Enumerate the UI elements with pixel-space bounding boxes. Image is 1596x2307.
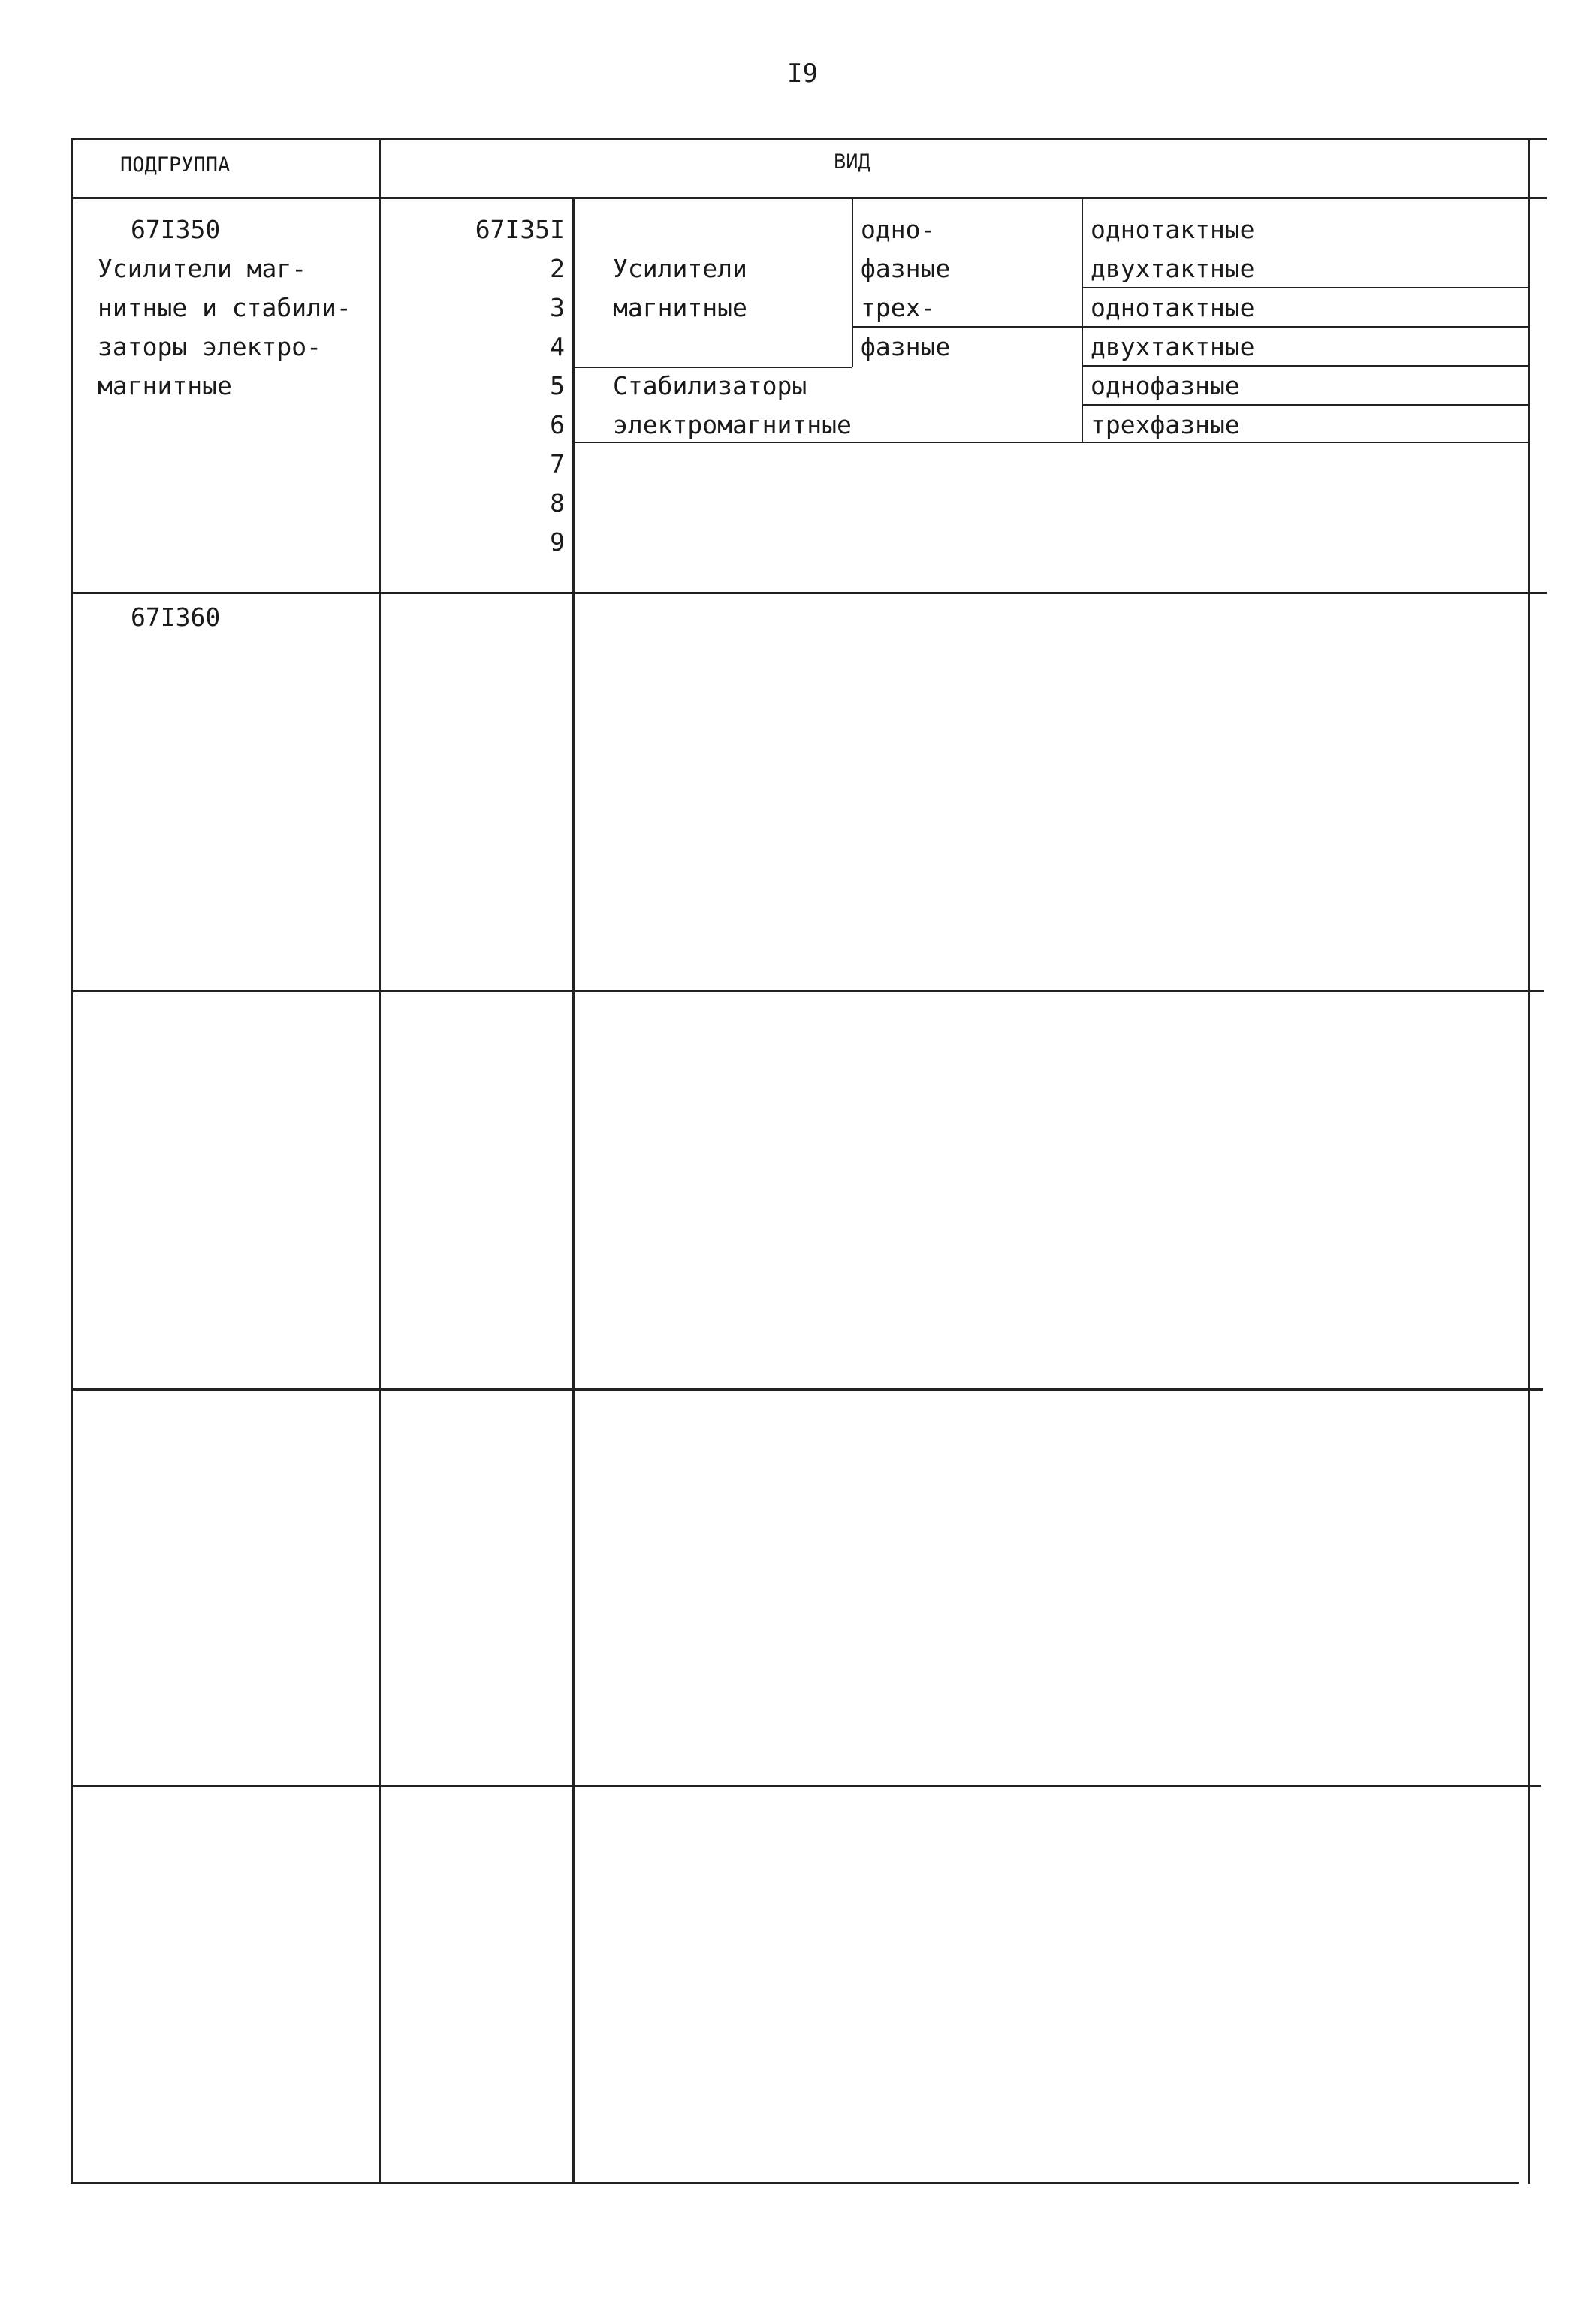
row-number-1: 67I35I <box>475 215 565 244</box>
row-number-2: 2 <box>550 254 565 283</box>
group-stabilizers-line-1: Стабилизаторы <box>613 371 807 400</box>
table-right-border <box>1528 138 1530 2184</box>
section-divider-3 <box>71 1388 1543 1391</box>
header-kind: ВИД <box>834 150 870 174</box>
section-1-title-line-3: заторы электро- <box>98 332 322 361</box>
phase-three-line-2: фазные <box>861 332 951 361</box>
section-1-title-line-4: магнитные <box>98 371 232 400</box>
row-number-7: 7 <box>550 449 565 479</box>
section-2-code: 67I360 <box>131 602 221 632</box>
page-number: I9 <box>787 59 818 89</box>
header-bottom-border <box>71 197 1547 199</box>
subtype-5: однофазные <box>1091 371 1240 400</box>
row-number-9: 9 <box>550 527 565 557</box>
kind-divider-phase <box>852 197 853 367</box>
phase-single-line-2: фазные <box>861 254 951 283</box>
section-1-title-line-2: нитные и стабили- <box>98 293 351 322</box>
subtype-4: двухтактные <box>1091 332 1255 361</box>
column-divider-2 <box>572 197 575 2184</box>
subtype-3: однотактные <box>1091 293 1255 322</box>
section-1-title-line-1: Усилители маг- <box>98 254 307 283</box>
section-1-code: 67I350 <box>131 215 221 244</box>
table-top-border <box>71 138 1547 140</box>
phase-single-line-1: одно- <box>861 215 936 244</box>
row-number-6: 6 <box>550 410 565 439</box>
subtype-6: трехфазные <box>1091 410 1240 439</box>
row-number-5: 5 <box>550 371 565 400</box>
section-divider-1 <box>71 592 1547 594</box>
section-divider-4 <box>71 1785 1541 1787</box>
row-number-4: 4 <box>550 332 565 361</box>
row-number-8: 8 <box>550 488 565 518</box>
subtype-2: двухтактные <box>1091 254 1255 283</box>
phase-three-line-1: трех- <box>861 293 936 322</box>
table-bottom-border <box>71 2182 1519 2184</box>
group-amplifiers-line-1: Усилители <box>613 254 747 283</box>
subtype-1: однотактные <box>1091 215 1255 244</box>
group-amplifiers-line-2: магнитные <box>613 293 747 322</box>
table-left-border <box>71 138 73 2184</box>
column-divider-1 <box>379 138 381 2184</box>
section-divider-2 <box>71 990 1544 992</box>
group-stabilizers-line-2: электромагнитные <box>613 410 852 439</box>
row-number-3: 3 <box>550 293 565 322</box>
header-subgroup: ПОДГРУППА <box>120 153 231 177</box>
